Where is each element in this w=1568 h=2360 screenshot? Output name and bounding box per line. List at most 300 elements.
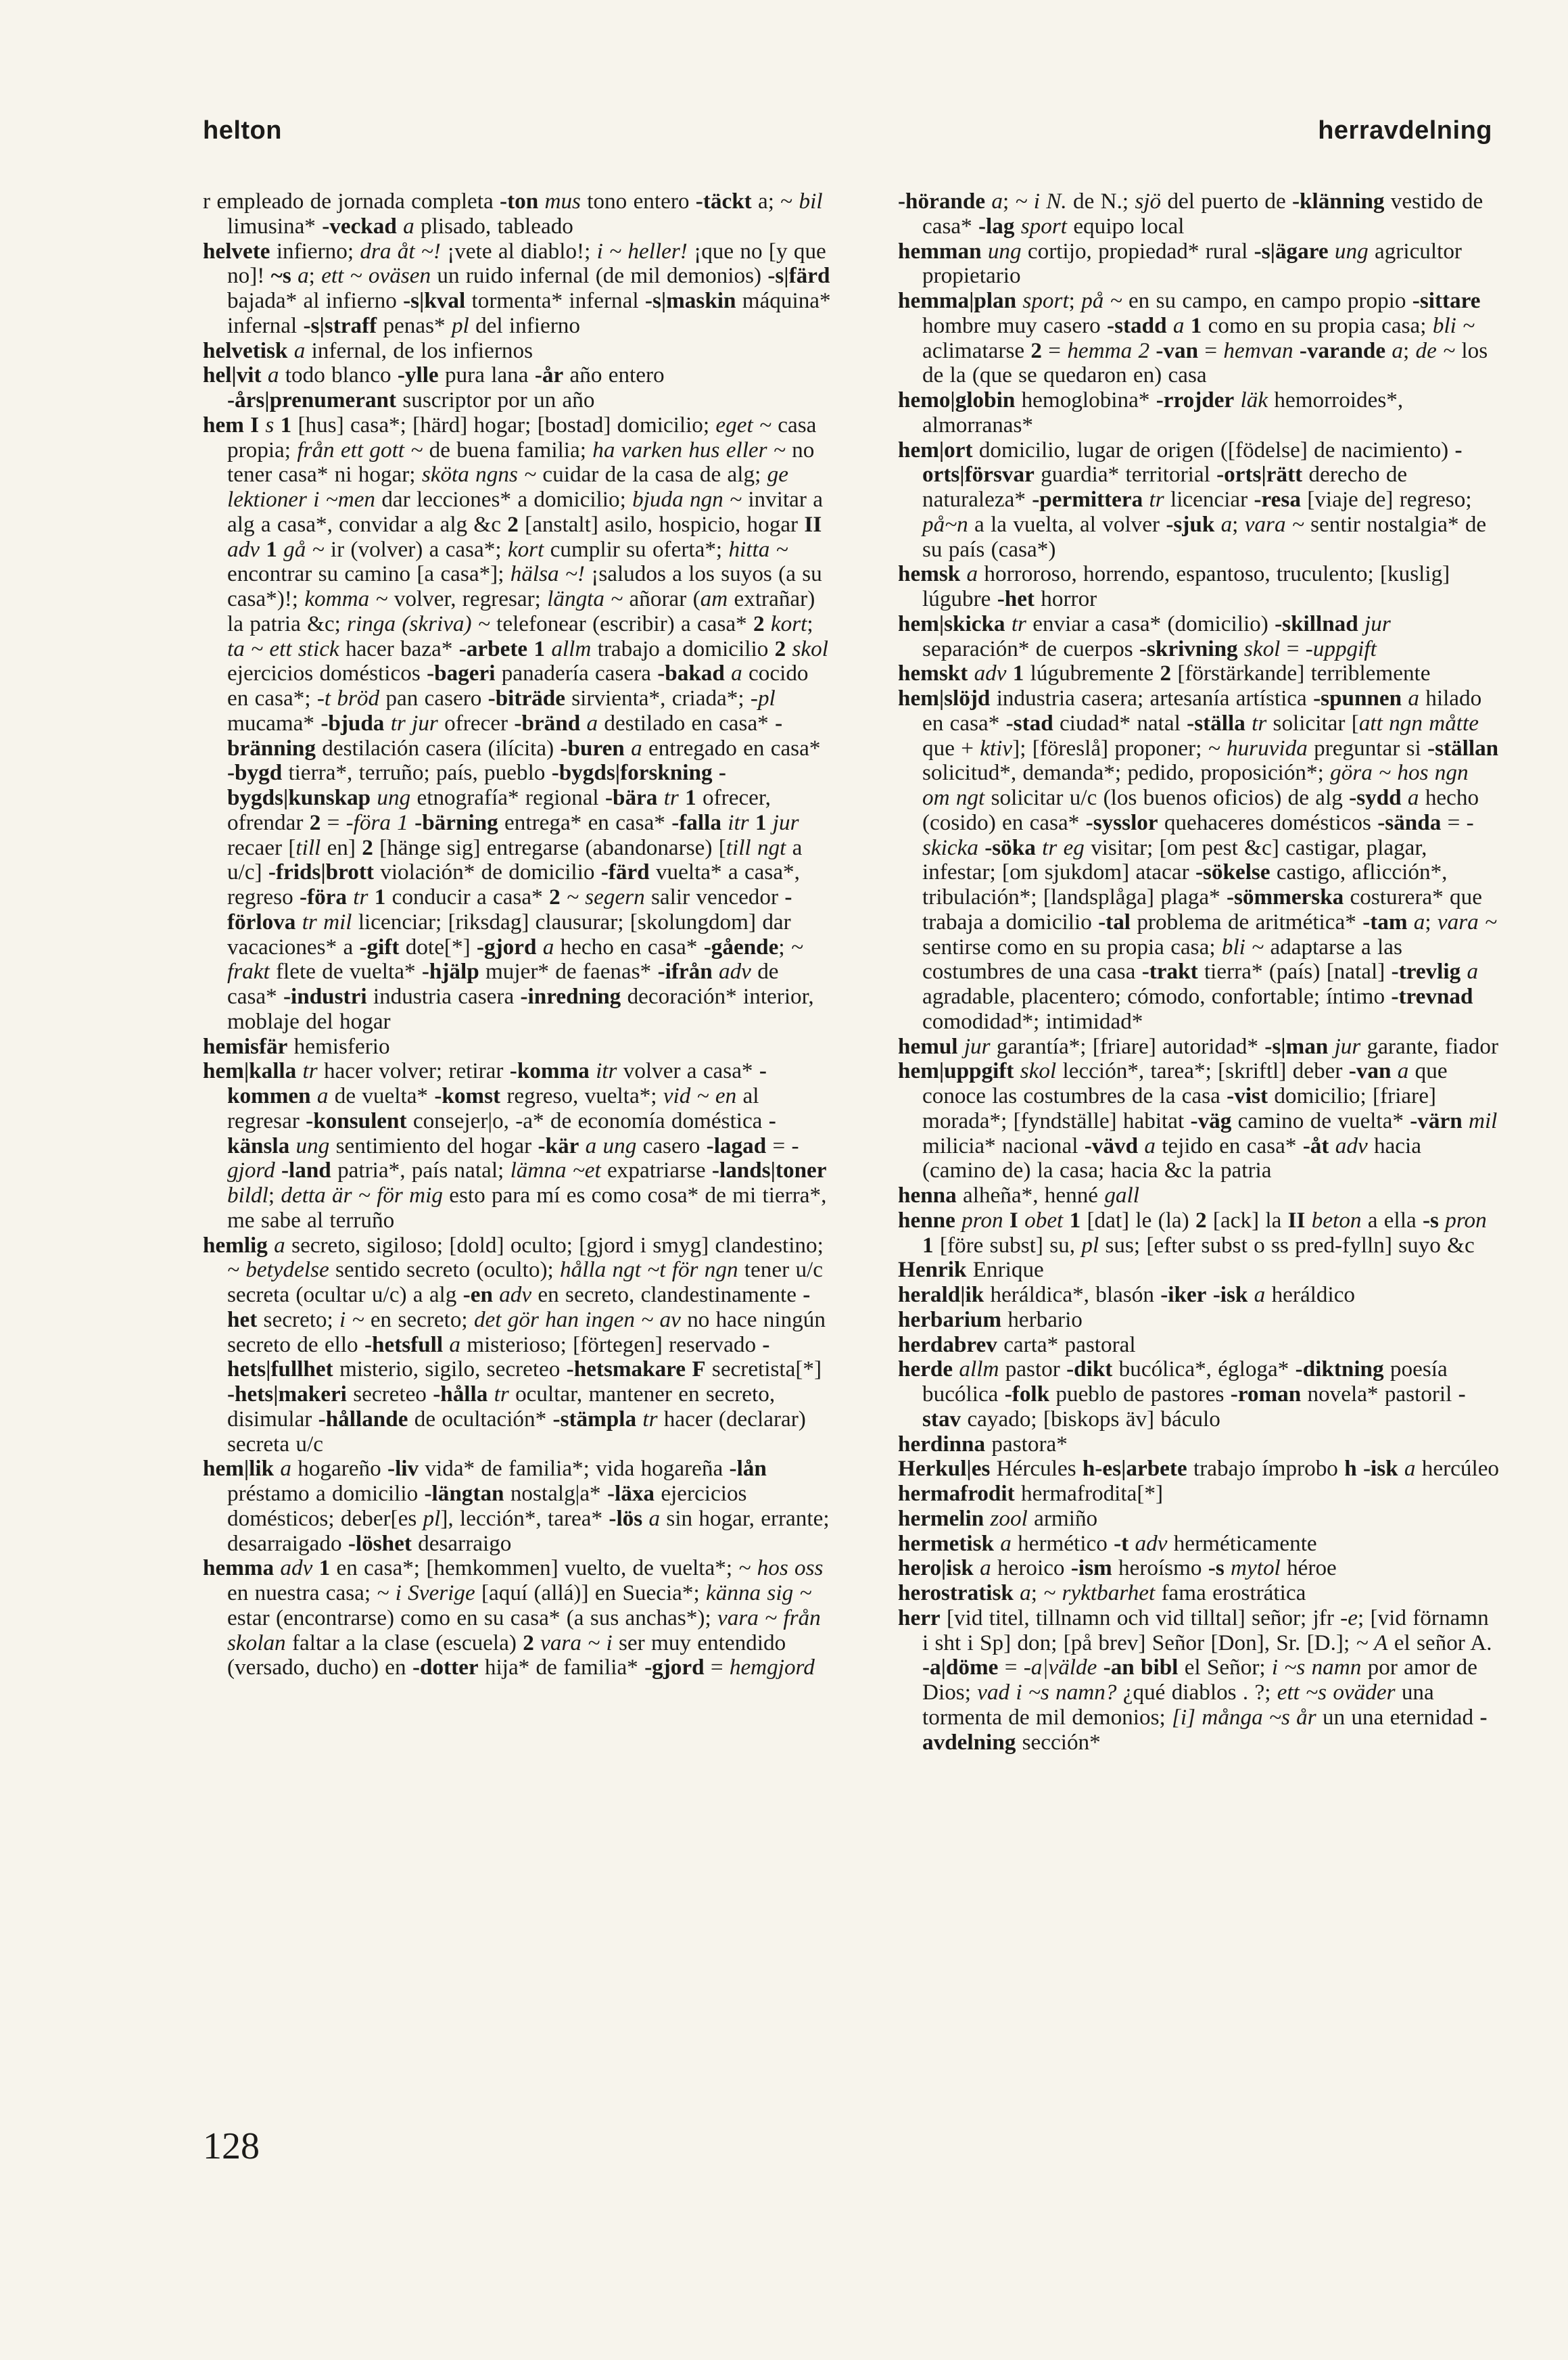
headword: -lån bbox=[729, 1456, 767, 1482]
label: vara ~ bbox=[1437, 909, 1497, 935]
definition-text: que + bbox=[922, 735, 980, 761]
definition-text bbox=[1149, 338, 1156, 363]
definition-text bbox=[1238, 636, 1244, 661]
headword: -van bbox=[1156, 337, 1199, 363]
definition-text: milicia* nacional bbox=[922, 1133, 1085, 1158]
headword: -komma bbox=[509, 1058, 590, 1084]
definition-text: licenciar; [riksdag] clausurar; [skolungdom] dar vacaciones* a bbox=[227, 909, 791, 960]
definition-text: sirvienta*, criada*; bbox=[565, 686, 751, 711]
definition-text bbox=[1167, 313, 1173, 338]
definition-text: [dat] le (la) bbox=[1080, 1207, 1195, 1233]
label: adv bbox=[1335, 1133, 1368, 1158]
headword: -stav bbox=[922, 1382, 1466, 1432]
label: adv bbox=[499, 1282, 532, 1307]
definition-text: hacer baza* bbox=[339, 636, 459, 661]
headword: 2 bbox=[523, 1630, 534, 1655]
label: pron bbox=[1445, 1207, 1487, 1233]
label: jur bbox=[1334, 1033, 1361, 1059]
definition-text: de ocultación* bbox=[408, 1406, 553, 1432]
headword: herdinna bbox=[898, 1431, 986, 1457]
label: göra ~ hos ngn om ngt bbox=[922, 760, 1469, 810]
definition-text: solicitar u/c (los buenos oficios) de alg bbox=[984, 785, 1350, 810]
label: -uppgift bbox=[1305, 636, 1377, 661]
headword: -söka bbox=[984, 834, 1036, 860]
definition-text: [ack] la bbox=[1206, 1207, 1288, 1233]
label: a bbox=[293, 337, 306, 363]
definition-text: destilado en casa* bbox=[598, 710, 776, 736]
definition-text: ; bbox=[1425, 909, 1438, 935]
definition-text: equipo local bbox=[1067, 213, 1185, 239]
definition-text bbox=[1143, 487, 1149, 512]
definition-text: invitar a alg a casa*, convidar a alg &c bbox=[227, 487, 823, 537]
definition-text bbox=[1463, 1108, 1469, 1133]
left-guide-word: helton bbox=[203, 116, 282, 145]
definition-text: ; bbox=[1232, 511, 1245, 537]
headword: hemo|globin bbox=[898, 387, 1016, 412]
dictionary-entry bbox=[898, 438, 1500, 563]
label: sport bbox=[1020, 213, 1068, 239]
definition-text: consejer|o, -a* de economía doméstica bbox=[406, 1108, 769, 1133]
definition-text bbox=[974, 1555, 980, 1580]
definition-text: destilación casera (ilícita) bbox=[315, 735, 561, 761]
label: tr jur bbox=[390, 710, 438, 736]
definition-text bbox=[1005, 611, 1012, 636]
headword: -klänning bbox=[1291, 189, 1385, 214]
definition-text: quehaceres domésticos bbox=[1158, 809, 1378, 835]
headword: -löshet bbox=[348, 1530, 412, 1556]
definition-text: vestido de casa* bbox=[922, 189, 1483, 239]
definition-text: ciudad* natal bbox=[1053, 710, 1187, 736]
headword: -väg bbox=[1190, 1108, 1232, 1133]
definition-text: salir vencedor bbox=[644, 884, 785, 910]
definition-text: solicitar [ bbox=[1266, 710, 1359, 736]
definition-text: flete de vuelta* bbox=[269, 959, 422, 985]
dictionary-entry bbox=[898, 1432, 1500, 1457]
headword: -a|döme bbox=[922, 1655, 999, 1680]
definition-text: a ella bbox=[1361, 1207, 1423, 1233]
dictionary-entry bbox=[898, 661, 1500, 686]
headword: -föra bbox=[299, 884, 347, 910]
headword: 2 bbox=[1160, 661, 1172, 686]
definition-text: faltar a la clase (escuela) bbox=[285, 1630, 523, 1655]
definition-text bbox=[994, 1531, 1000, 1556]
definition-text: hermético bbox=[1011, 1530, 1114, 1556]
dictionary-entry bbox=[898, 239, 1500, 289]
dictionary-entry bbox=[898, 1059, 1500, 1183]
label: skol bbox=[792, 636, 828, 661]
definition-text bbox=[1036, 835, 1042, 860]
label: kort bbox=[770, 611, 807, 636]
definition-text bbox=[1358, 611, 1364, 636]
definition-text bbox=[274, 1456, 280, 1481]
headword: -vävd bbox=[1084, 1133, 1139, 1158]
definition-text: de casa* bbox=[227, 959, 779, 1009]
definition-text: hilado en casa* bbox=[922, 686, 1482, 736]
definition-text: = bbox=[1042, 337, 1068, 363]
definition-text bbox=[536, 935, 542, 960]
definition-text: secreto; bbox=[257, 1306, 340, 1332]
definition-text: esto para mí es como cosa* de mi tierra*, me sabe al terruño bbox=[227, 1183, 827, 1233]
headword: 1 bbox=[266, 536, 277, 562]
definition-text: castigo, aflicción*, tribulación*; [landsplåga] plaga* bbox=[922, 859, 1448, 910]
definition-text: = bbox=[704, 1655, 730, 1680]
headword: hem I bbox=[203, 412, 260, 438]
headword: -ställa bbox=[1187, 710, 1245, 736]
definition-text: el señor A. bbox=[1387, 1630, 1492, 1655]
definition-text: herbario bbox=[1001, 1306, 1083, 1332]
definition-text: entregado en casa* bbox=[642, 735, 821, 761]
definition-text: etnografía* regional bbox=[410, 785, 605, 810]
definition-text: plisado, tableado bbox=[414, 213, 573, 239]
headword: -roman bbox=[1230, 1382, 1302, 1407]
definition-text bbox=[1329, 1133, 1335, 1158]
definition-text: mucama* bbox=[227, 710, 321, 736]
headword: -täckt bbox=[695, 189, 752, 214]
label: zool bbox=[990, 1505, 1028, 1531]
label: skol bbox=[1020, 1058, 1057, 1084]
headword: -förlova bbox=[227, 884, 792, 935]
definition-text bbox=[397, 214, 403, 239]
definition-text bbox=[960, 561, 966, 586]
definition-text bbox=[368, 884, 374, 910]
headword: -gående bbox=[703, 934, 779, 960]
label: kort bbox=[507, 536, 544, 562]
headword: -trevlig bbox=[1391, 959, 1461, 985]
headword: -s bbox=[1423, 1207, 1439, 1233]
definition-text bbox=[1305, 1208, 1311, 1233]
definition-text bbox=[1385, 338, 1392, 363]
dictionary-entry bbox=[898, 1532, 1500, 1557]
headword: -hållande bbox=[318, 1406, 408, 1432]
definition-text: horroroso, horrendo, espantoso, truculento; [kuslig] lúgubre bbox=[922, 561, 1450, 611]
label: a bbox=[1467, 959, 1479, 985]
label: ta ~ ett stick bbox=[227, 636, 339, 661]
definition-text bbox=[1407, 910, 1413, 935]
label: ung bbox=[377, 785, 411, 810]
definition-text: preguntar si bbox=[1307, 735, 1428, 761]
label: till ngt bbox=[726, 834, 786, 860]
label: tr bbox=[1252, 710, 1267, 736]
headword: -t bbox=[1114, 1530, 1129, 1556]
definition-text: ; bbox=[308, 263, 322, 289]
label: -a|välde bbox=[1023, 1655, 1097, 1680]
definition-text: = bbox=[766, 1133, 792, 1158]
definition-text: hija* de familia* bbox=[478, 1655, 645, 1680]
definition-text: héroe bbox=[1280, 1555, 1337, 1581]
definition-text bbox=[721, 810, 728, 835]
label: tr bbox=[642, 1406, 658, 1432]
label: bildl bbox=[227, 1183, 268, 1208]
label: a bbox=[1392, 337, 1403, 363]
definition-text: cayado; [biskops äv] báculo bbox=[961, 1406, 1220, 1432]
definition-text bbox=[289, 1133, 295, 1158]
label: bli ~ bbox=[1221, 934, 1264, 960]
headword: -avdelning bbox=[922, 1704, 1488, 1755]
headword: -het bbox=[227, 1282, 811, 1332]
headword: 2 bbox=[753, 611, 765, 636]
headword: herdabrev bbox=[898, 1331, 997, 1357]
headword: -van bbox=[1348, 1058, 1392, 1084]
definition-text bbox=[1402, 686, 1408, 711]
definition-text: trabajo a domicilio bbox=[591, 636, 775, 661]
definition-text bbox=[1003, 1208, 1009, 1233]
label: a bbox=[1407, 785, 1419, 810]
dictionary-entry bbox=[203, 339, 832, 364]
definition-text bbox=[1398, 1456, 1404, 1481]
headword: -konsulent bbox=[306, 1108, 407, 1133]
dictionary-entry bbox=[203, 363, 832, 413]
headword: -sysslor bbox=[1085, 809, 1158, 835]
headword: -hetsmakare F bbox=[566, 1356, 706, 1382]
label: tr mil bbox=[302, 909, 352, 935]
label: vara ~ från skolan bbox=[227, 1605, 821, 1655]
label: adv bbox=[280, 1555, 313, 1581]
label: allm bbox=[551, 636, 592, 661]
definition-text bbox=[262, 362, 268, 387]
dictionary-entry bbox=[898, 388, 1500, 438]
definition-text bbox=[1014, 214, 1020, 239]
label: tr bbox=[353, 884, 369, 910]
headword: -kär bbox=[538, 1133, 579, 1158]
definition-text bbox=[384, 711, 390, 736]
definition-text bbox=[713, 760, 719, 785]
definition-text: el Señor; bbox=[1178, 1655, 1272, 1680]
headword: -bjuda bbox=[320, 710, 385, 736]
definition-text: ejercicios domésticos; deber[es bbox=[227, 1481, 747, 1531]
headword: hem|ort bbox=[898, 437, 973, 463]
definition-text: ser muy entendido (versado, ducho) en bbox=[227, 1630, 786, 1680]
definition-text: de N.; bbox=[1066, 189, 1135, 214]
headword: herbarium bbox=[898, 1306, 1002, 1332]
definition-text: bajada* al infierno bbox=[227, 288, 404, 313]
definition-text: de buena familia; bbox=[423, 437, 593, 463]
headword: herald|ik bbox=[898, 1282, 984, 1307]
label: sjö bbox=[1135, 189, 1162, 214]
label: adv bbox=[227, 536, 260, 562]
definition-text bbox=[259, 412, 265, 438]
definition-text: casero bbox=[636, 1133, 707, 1158]
definition-text: ¡saludos a los suyos (a su casa*)!; bbox=[227, 561, 822, 611]
label: ett ~ oväsen bbox=[321, 263, 431, 289]
headword: -sökelse bbox=[1195, 859, 1270, 885]
definition-text bbox=[968, 661, 974, 686]
label: a bbox=[980, 1555, 991, 1581]
dictionary-entry bbox=[898, 1581, 1500, 1606]
headword: I bbox=[1009, 1207, 1018, 1233]
definition-text: expatriarse bbox=[600, 1158, 712, 1183]
definition-text: cocido en casa*; bbox=[227, 661, 809, 711]
headword: ~s bbox=[270, 263, 291, 289]
label: gall bbox=[1104, 1183, 1139, 1208]
dictionary-entry bbox=[898, 686, 1500, 1035]
definition-text bbox=[260, 537, 266, 562]
label: a bbox=[1000, 1530, 1012, 1556]
label: ktiv bbox=[980, 735, 1013, 761]
definition-text: empleado de jornada completa bbox=[210, 189, 500, 214]
definition-text: ; bbox=[268, 1183, 281, 1208]
label: adv bbox=[1135, 1530, 1168, 1556]
definition-text: hombre muy casero bbox=[922, 312, 1108, 338]
headword: -iker bbox=[1160, 1282, 1207, 1307]
label: tr bbox=[494, 1382, 509, 1407]
headword: hem|lik bbox=[203, 1456, 275, 1482]
headword: 2 bbox=[507, 511, 519, 537]
headword: 1 bbox=[280, 412, 292, 438]
definition-text: sentimiento del hogar bbox=[329, 1133, 538, 1158]
definition-text: r bbox=[203, 189, 211, 214]
definition-text: ir (volver) a casa*; bbox=[324, 536, 508, 562]
definition-text: cortijo, propiedad* rural bbox=[1021, 238, 1254, 264]
headword: -inredning bbox=[520, 984, 621, 1009]
definition-text: ; bbox=[1030, 1580, 1044, 1605]
headword: hem|slöjd bbox=[898, 686, 991, 711]
definition-text: a u/c] bbox=[227, 834, 803, 885]
headword: -år bbox=[534, 362, 564, 388]
label: bil bbox=[799, 189, 823, 214]
label: pl bbox=[423, 1505, 441, 1531]
definition-text bbox=[1129, 1531, 1135, 1556]
definition-text: = bbox=[998, 1655, 1024, 1680]
headword: hem|uppgift bbox=[898, 1058, 1014, 1084]
headword: -gift bbox=[359, 934, 400, 960]
headword: -sittare bbox=[1412, 288, 1481, 313]
dictionary-entry bbox=[898, 1482, 1500, 1507]
headword: -ställan bbox=[1427, 735, 1499, 761]
label: a ung bbox=[585, 1133, 637, 1158]
label: det gör han ingen ~ av bbox=[473, 1306, 681, 1332]
definition-text: fama erostrática bbox=[1155, 1580, 1306, 1605]
headword: -komst bbox=[434, 1083, 501, 1108]
definition-text: limusina* bbox=[227, 213, 323, 239]
label: hitta ~ bbox=[728, 536, 788, 562]
headword: -ton bbox=[500, 189, 539, 214]
definition-text: patria*, país natal; bbox=[331, 1158, 510, 1183]
headword: -ism bbox=[1070, 1555, 1112, 1581]
headword: hemma bbox=[203, 1555, 275, 1581]
label: a bbox=[1404, 1456, 1416, 1482]
headword: hem|kalla bbox=[203, 1058, 297, 1084]
definition-text: industria casera bbox=[366, 984, 521, 1009]
definition-text bbox=[657, 785, 663, 810]
dictionary-entry bbox=[203, 1035, 832, 1060]
label: adv bbox=[974, 661, 1007, 686]
definition-text: como en su propia casa; bbox=[1202, 312, 1433, 338]
definition-text: horror bbox=[1034, 586, 1097, 611]
headword: 1 bbox=[1012, 661, 1024, 686]
headword: -land bbox=[281, 1158, 331, 1183]
headword: -dotter bbox=[412, 1655, 479, 1680]
dictionary-entry bbox=[203, 1556, 832, 1680]
label: jur bbox=[1364, 611, 1391, 636]
headword: 2 bbox=[549, 884, 561, 910]
definition-text: garante, fiador bbox=[1360, 1033, 1499, 1059]
label: pron bbox=[961, 1207, 1003, 1233]
headword: 1 bbox=[318, 1555, 331, 1581]
definition-text: nostalg|a* bbox=[504, 1481, 607, 1506]
definition-text: pastora* bbox=[985, 1431, 1068, 1457]
label: mil bbox=[1468, 1108, 1498, 1133]
label: till bbox=[295, 834, 321, 860]
definition-text: a bbox=[758, 189, 768, 214]
dictionary-entry bbox=[898, 1308, 1500, 1333]
label: ung bbox=[987, 238, 1022, 264]
label: gå ~ bbox=[283, 536, 325, 562]
label: hälsa ~! bbox=[510, 561, 585, 587]
definition-text bbox=[1206, 1282, 1212, 1307]
definition-text: herméticamente bbox=[1167, 1530, 1317, 1556]
definition-text bbox=[1225, 1555, 1231, 1580]
definition-text: aclimatarse bbox=[922, 337, 1031, 363]
headword: -bära bbox=[604, 785, 658, 810]
dictionary-entry bbox=[898, 289, 1500, 388]
dictionary-entry bbox=[203, 1457, 832, 1556]
definition-text: alheña*, henné bbox=[956, 1183, 1105, 1208]
definition-text: Hércules bbox=[990, 1456, 1083, 1482]
definition-text: licenciar bbox=[1164, 487, 1254, 512]
headword: 1 bbox=[685, 785, 696, 810]
dictionary-entry bbox=[898, 1183, 1500, 1208]
label: a bbox=[1172, 312, 1185, 338]
headword: -diktning bbox=[1295, 1356, 1384, 1382]
definition-text bbox=[295, 910, 302, 935]
definition-text: dote[*] bbox=[399, 934, 477, 960]
definition-text: tierra*, terruño; país, pueblo bbox=[282, 760, 552, 786]
label: a bbox=[274, 1232, 285, 1258]
headword: hemman bbox=[898, 238, 982, 264]
label: tr bbox=[1011, 611, 1026, 636]
definition-text bbox=[488, 1382, 494, 1407]
headword: hemlig bbox=[203, 1232, 268, 1258]
definition-text bbox=[312, 1555, 318, 1580]
definition-text: = bbox=[1280, 636, 1306, 661]
definition-text: pura lana bbox=[438, 362, 535, 388]
label: hemgjord bbox=[729, 1655, 815, 1680]
headword: -vist bbox=[1227, 1083, 1268, 1108]
label: i ~ bbox=[339, 1306, 364, 1332]
definition-text: sentirse como en su propia casa; bbox=[922, 934, 1222, 960]
label: -e bbox=[1340, 1605, 1358, 1630]
definition-text bbox=[493, 1282, 499, 1307]
label: på ~ bbox=[1081, 288, 1122, 313]
definition-text: pan casero bbox=[379, 686, 488, 711]
dictionary-entry bbox=[898, 1208, 1500, 1258]
headword: -bränning bbox=[227, 710, 783, 761]
definition-text bbox=[786, 636, 792, 661]
headword: Herkul|es bbox=[898, 1456, 991, 1482]
label: -skicka bbox=[922, 809, 1474, 860]
label: hemma 2 bbox=[1067, 337, 1150, 363]
definition-text: préstamo a domicilio bbox=[227, 1481, 425, 1506]
label: jur bbox=[964, 1033, 991, 1059]
definition-text: hecho en casa* bbox=[554, 934, 704, 960]
definition-text: sentido secreto (oculto); bbox=[329, 1257, 561, 1283]
headword: -tam bbox=[1362, 909, 1408, 935]
label: itr bbox=[596, 1058, 617, 1084]
headword: hermafrodit bbox=[898, 1481, 1015, 1506]
headword: herr bbox=[898, 1605, 941, 1630]
definition-text: hercúleo bbox=[1415, 1456, 1500, 1482]
headword: -hetsfull bbox=[364, 1331, 444, 1357]
headword: -sydd bbox=[1349, 785, 1402, 810]
definition-text: novela* pastoril bbox=[1301, 1382, 1458, 1407]
definition-text: [hänge sig] entregarse (abandonarse) [ bbox=[373, 834, 726, 860]
dictionary-entry bbox=[898, 1556, 1500, 1581]
definition-text: pastor bbox=[999, 1356, 1067, 1382]
definition-text bbox=[291, 263, 298, 288]
label: a bbox=[586, 710, 598, 736]
definition-text: hecho (cosido) en casa* bbox=[922, 785, 1479, 835]
headword: 1 bbox=[922, 1232, 934, 1258]
